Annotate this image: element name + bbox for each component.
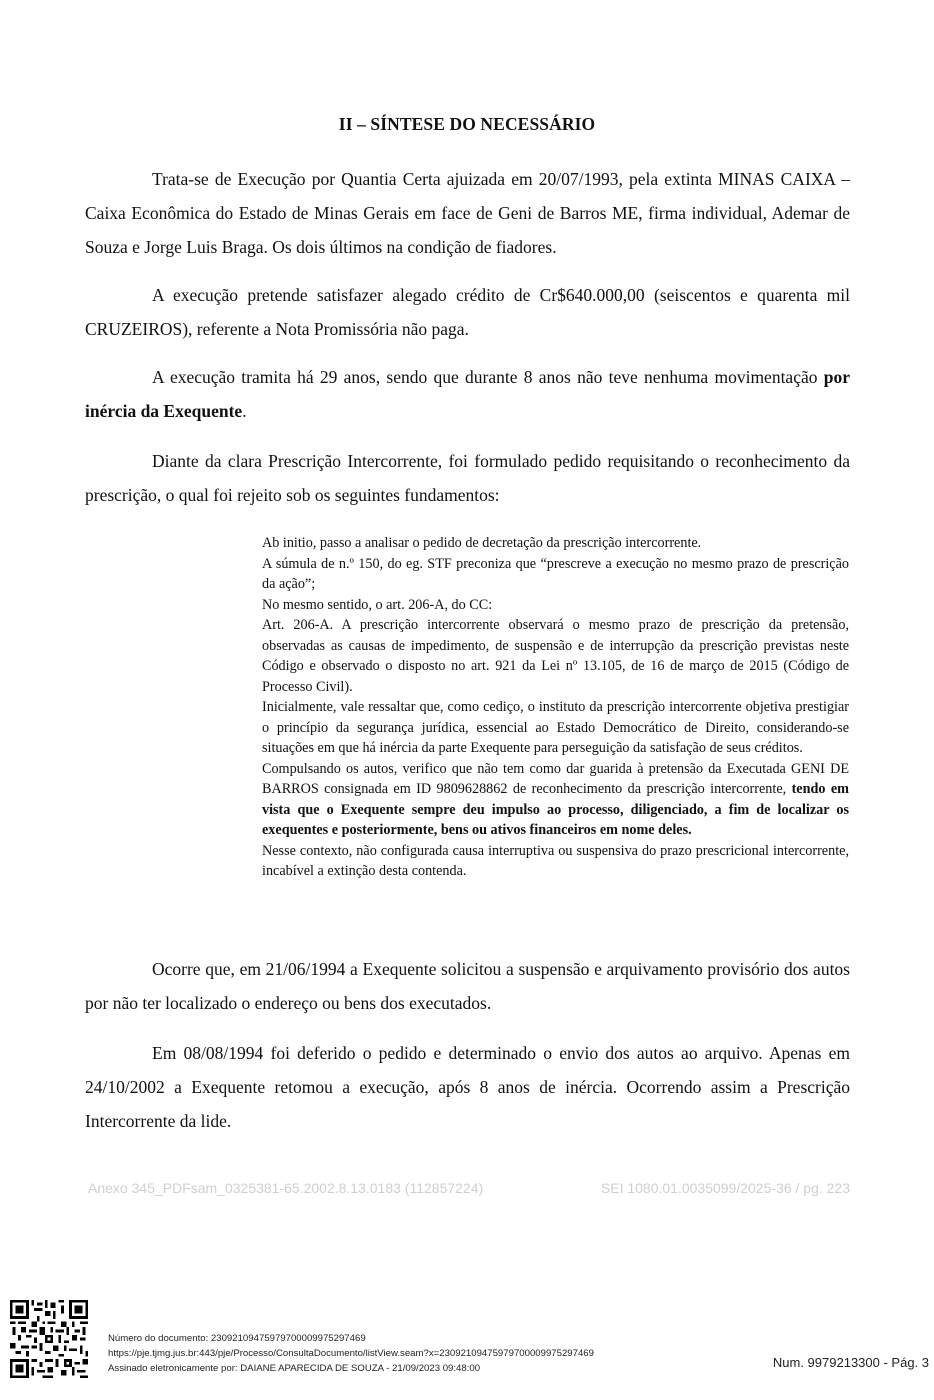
signed-by: Assinado eletronicamente por: DAIANE APARECIDA DE SOUZA - 21/09/2023 09:48:00 — [108, 1363, 481, 1374]
quote-line — [262, 759, 849, 841]
paragraph-suspension: Ocorre que, em 21/06/1994 a Exequente solicitou a suspensão e arquivamento provisório dos autos por não ter localizado o endereço ou bens dos executados. — [85, 959, 850, 1013]
section-title: II – SÍNTESE DO NECESSÁRIO — [338, 114, 596, 134]
paragraph-inertia — [85, 360, 850, 428]
paragraph-inertia-bold: por inércia da Exequente — [85, 367, 850, 421]
paragraph-credit: A execução pretende satisfazer alegado crédito de Cr$640.000,00 (seiscentos e quarenta mil CRUZEIROS), referente a Nota Promissória não paga. — [85, 285, 850, 339]
annex-reference: Anexo 345_PDFsam_0325381-65.2002.8.13.0183 (112857224) — [88, 1180, 484, 1196]
quote-line: Inicialmente, vale ressaltar que, como cediço, o instituto da prescrição intercorrente objetiva prestigiar o princípio da segurança jurídica, essencial ao Estado Democrático de Direito, considerando-se situações em que há inércia da parte Exequente para perseguição da satisfação de seus créditos. — [262, 699, 849, 756]
quote-line: No mesmo sentido, o art. 206-A, do CC: — [262, 596, 493, 613]
paragraph-synthesis: Trata-se de Execução por Quantia Certa ajuizada em 20/07/1993, pela extinta MINAS CAIXA – Caixa Econômica do Estado de Minas Gerais em face de Geni de Barros ME, firma individual, Ademar de Souza e Jorge Luis Braga. Os dois últimos na condição de fiadores. — [85, 169, 850, 257]
quote-line: Art. 206-A. A prescrição intercorrente observará o mesmo prazo de prescrição da pretensão, observadas as causas de impedimento, de suspensão e de interrupção da prescrição previstas neste Código e observado o disposto no art. 921 da Lei nº 13.105, de 16 de março de 2015 (Código de Processo Civil). — [262, 617, 849, 695]
court-decision-quote — [262, 533, 849, 882]
document-url[interactable]: https://pje.tjmg.jus.br:443/pje/Processo/ConsultaDocumento/listView.seam?x=23092109475979700009975297469 — [108, 1348, 594, 1359]
quote-compulsando-bold: tendo em vista que o Exequente sempre deu impulso ao processo, diligenciado, a fim de localizar os exequentes e posteriormente, bens ou ativos financeiros em nome deles. — [262, 781, 849, 838]
quote-compulsando-text: Compulsando os autos, verifico que não tem como dar guarida à pretensão da Executada GENI DE BARROS consignada em ID 9809628862 de reconhecimento da prescrição intercorrente, — [262, 760, 849, 797]
sei-reference: SEI 1080.01.0035099/2025-36 / pg. 223 — [600, 1180, 850, 1196]
paragraph-inertia-end: . — [242, 401, 247, 421]
quote-line: Ab initio, passo a analisar o pedido de decretação da prescrição intercorrente. — [262, 535, 702, 551]
quote-line: A súmula de n.º 150, do eg. STF preconiza que “prescreve a execução no mesmo prazo de prescrição da ação”; — [262, 555, 849, 592]
page-number: Num. 9979213300 - Pág. 3 — [772, 1355, 929, 1370]
signature-block — [108, 1331, 594, 1376]
paragraph-inertia-text: A execução tramita há 29 anos, sendo que durante 8 anos não teve nenhuma movimentação — [152, 367, 824, 387]
quote-line: Nesse contexto, não configurada causa interruptiva ou suspensiva do prazo prescricional intercorrente, incabível a extinção desta contenda. — [262, 842, 849, 879]
qr-code-icon — [10, 1300, 88, 1378]
document-number: Número do documento: 23092109475979700009975297469 — [108, 1333, 366, 1344]
paragraph-prescription-request: Diante da clara Prescrição Intercorrente, foi formulado pedido requisitando o reconhecimento da prescrição, o qual foi rejeito sob os seguintes fundamentos: — [85, 451, 850, 505]
paragraph-conclusion: Em 08/08/1994 foi deferido o pedido e determinado o envio dos autos ao arquivo. Apenas em 24/10/2002 a Exequente retomou a execução, após 8 anos de inércia. Ocorrendo assim a Prescrição Intercorrente da lide. — [85, 1043, 850, 1131]
